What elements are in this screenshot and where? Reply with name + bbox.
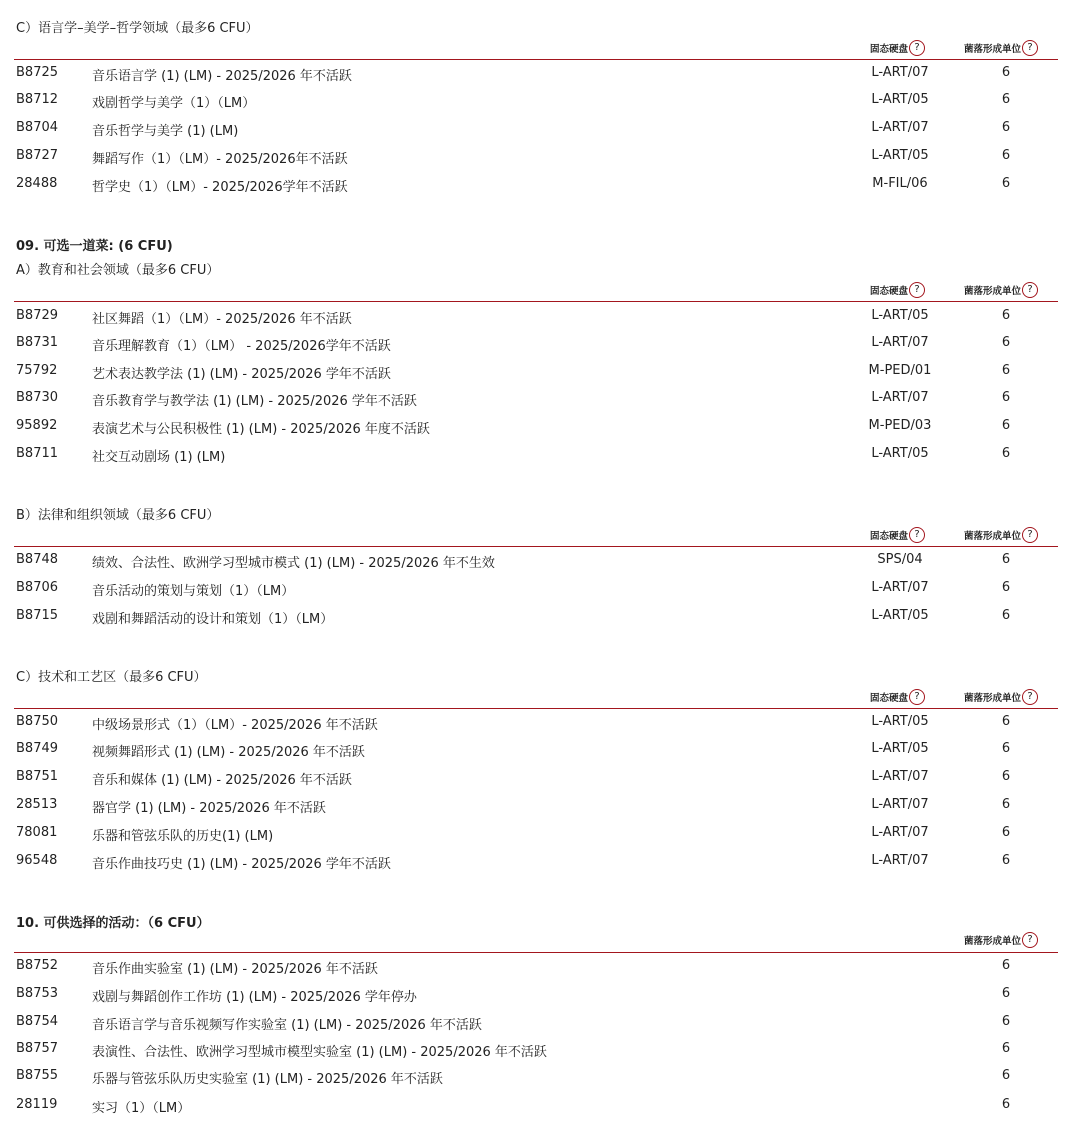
course-row[interactable] <box>0 363 1080 385</box>
course-name: 音乐理解教育（1）（LM） - 2025/2026学年不活跃 <box>92 339 391 354</box>
course-row[interactable] <box>0 335 1080 357</box>
course-code: B8712 <box>16 92 59 107</box>
course-ssd: L-ART/05 <box>871 741 929 756</box>
course-code: B8704 <box>16 120 59 135</box>
course-code: B8748 <box>16 552 59 567</box>
course-ssd: L-ART/07 <box>871 390 929 405</box>
course-row[interactable] <box>0 1097 1080 1119</box>
course-code: 95892 <box>16 418 58 433</box>
help-icon[interactable]: ? <box>909 527 925 543</box>
course-name: 乐器与管弦乐队历史实验室 (1) (LM) - 2025/2026 年不活跃 <box>92 1072 443 1087</box>
cfu-header-label: 菌落形成单位 <box>964 44 1022 55</box>
course-cfu: 6 <box>1001 1041 1011 1056</box>
course-ssd: L-ART/07 <box>871 120 929 135</box>
course-row[interactable] <box>0 797 1080 819</box>
course-cfu: 6 <box>1001 853 1011 868</box>
course-name: 音乐和媒体 (1) (LM) - 2025/2026 年不活跃 <box>92 773 352 788</box>
course-cfu: 6 <box>1001 1014 1011 1029</box>
section-title: C）语言学–美学–哲学领域（最多6 CFU） <box>16 21 259 36</box>
course-code: B8706 <box>16 580 59 595</box>
course-code: B8752 <box>16 958 59 973</box>
course-ssd: L-ART/05 <box>871 446 929 461</box>
ssd-header-label: 固态硬盘 <box>870 286 909 297</box>
cfu-header-label: 菌落形成单位 <box>964 693 1022 704</box>
section-title: A）教育和社会领域（最多6 CFU） <box>16 263 220 278</box>
course-cfu: 6 <box>1001 446 1011 461</box>
course-ssd: L-ART/05 <box>871 148 929 163</box>
cfu-column-header <box>964 527 1038 543</box>
course-ssd: L-ART/07 <box>871 65 929 80</box>
course-row[interactable] <box>0 446 1080 468</box>
course-ssd: L-ART/07 <box>871 580 929 595</box>
help-icon[interactable]: ? <box>1022 527 1038 543</box>
course-code: B8754 <box>16 1014 59 1029</box>
course-code: B8749 <box>16 741 59 756</box>
course-name: 表演性、合法性、欧洲学习型城市模型实验室 (1) (LM) - 2025/2026 年不活跃 <box>92 1045 547 1060</box>
group-title-10: 10. 可供选择的活动：（6 CFU） <box>16 916 210 931</box>
course-code: B8755 <box>16 1068 59 1083</box>
section-title: C）技术和工艺区（最多6 CFU） <box>16 670 207 685</box>
course-name: 音乐语言学 (1) (LM) - 2025/2026 年不活跃 <box>92 69 352 84</box>
course-ssd: M-PED/01 <box>868 363 932 378</box>
course-cfu: 6 <box>1001 176 1011 191</box>
course-cfu: 6 <box>1001 552 1011 567</box>
ssd-header-label: 固态硬盘 <box>870 693 909 704</box>
course-name: 舞蹈写作（1）（LM）- 2025/2026年不活跃 <box>92 152 348 167</box>
section-divider <box>14 301 1058 302</box>
course-row[interactable] <box>0 714 1080 736</box>
course-cfu: 6 <box>1001 363 1011 378</box>
course-row[interactable] <box>0 958 1080 980</box>
course-row[interactable] <box>0 1041 1080 1063</box>
course-ssd: L-ART/07 <box>871 769 929 784</box>
course-ssd: L-ART/05 <box>871 714 929 729</box>
help-icon[interactable]: ? <box>1022 282 1038 298</box>
course-row[interactable] <box>0 741 1080 763</box>
course-name: 社交互动剧场 (1) (LM) <box>92 450 226 465</box>
course-row[interactable] <box>0 853 1080 875</box>
help-icon[interactable]: ? <box>909 282 925 298</box>
course-name: 器官学 (1) (LM) - 2025/2026 年不活跃 <box>92 801 326 816</box>
course-cfu: 6 <box>1001 608 1011 623</box>
course-code: B8725 <box>16 65 59 80</box>
course-code: B8730 <box>16 390 59 405</box>
section-divider <box>14 59 1058 60</box>
course-name: 音乐哲学与美学 (1) (LM) <box>92 124 239 139</box>
course-cfu: 6 <box>1001 741 1011 756</box>
course-code: 28513 <box>16 797 58 812</box>
course-row[interactable] <box>0 418 1080 440</box>
group-title-09: 09. 可选一道菜: (6 CFU) <box>16 239 173 254</box>
course-name: 社区舞蹈（1）（LM）- 2025/2026 年不活跃 <box>92 312 352 327</box>
course-ssd: L-ART/07 <box>871 797 929 812</box>
help-icon[interactable]: ? <box>1022 40 1038 56</box>
course-code: B8711 <box>16 446 59 461</box>
course-name: 实习（1）（LM） <box>92 1101 191 1116</box>
course-name: 音乐教育学与教学法 (1) (LM) - 2025/2026 学年不活跃 <box>92 394 417 409</box>
course-cfu: 6 <box>1001 148 1011 163</box>
course-cfu: 6 <box>1001 390 1011 405</box>
course-cfu: 6 <box>1001 769 1011 784</box>
course-name: 乐器和管弦乐队的历史(1) (LM) <box>92 829 274 844</box>
help-icon[interactable]: ? <box>1022 932 1038 948</box>
course-cfu: 6 <box>1001 92 1011 107</box>
course-code: B8715 <box>16 608 59 623</box>
course-name: 戏剧哲学与美学（1）（LM） <box>92 96 256 111</box>
course-ssd: M-PED/03 <box>868 418 932 433</box>
course-name: 视频舞蹈形式 (1) (LM) - 2025/2026 年不活跃 <box>92 745 365 760</box>
course-cfu: 6 <box>1001 1097 1011 1112</box>
ssd-column-header <box>870 40 925 56</box>
cfu-column-header <box>964 689 1038 705</box>
course-code: 28119 <box>16 1097 58 1112</box>
course-row[interactable] <box>0 552 1080 574</box>
help-icon[interactable]: ? <box>909 689 925 705</box>
course-row[interactable] <box>0 1068 1080 1090</box>
course-cfu: 6 <box>1001 986 1011 1001</box>
course-name: 艺术表达教学法 (1) (LM) - 2025/2026 学年不活跃 <box>92 367 391 382</box>
course-row[interactable] <box>0 390 1080 412</box>
course-code: 75792 <box>16 363 58 378</box>
course-row[interactable] <box>0 120 1080 142</box>
course-ssd: L-ART/05 <box>871 608 929 623</box>
course-code: B8753 <box>16 986 59 1001</box>
course-row[interactable] <box>0 65 1080 87</box>
course-ssd: L-ART/07 <box>871 825 929 840</box>
course-code: B8727 <box>16 148 59 163</box>
ssd-column-header <box>870 527 925 543</box>
course-name: 中级场景形式（1）（LM）- 2025/2026 年不活跃 <box>92 718 378 733</box>
course-ssd: L-ART/05 <box>871 92 929 107</box>
course-row[interactable] <box>0 308 1080 330</box>
course-row[interactable] <box>0 1014 1080 1036</box>
course-cfu: 6 <box>1001 580 1011 595</box>
course-code: B8751 <box>16 769 59 784</box>
course-row[interactable] <box>0 580 1080 602</box>
cfu-column-header <box>964 282 1038 298</box>
course-ssd: L-ART/07 <box>871 853 929 868</box>
course-name: 戏剧和舞蹈活动的设计和策划（1）（LM） <box>92 612 334 627</box>
course-name: 音乐作曲技巧史 (1) (LM) - 2025/2026 学年不活跃 <box>92 857 391 872</box>
course-name: 绩效、合法性、欧洲学习型城市模式 (1) (LM) - 2025/2026 年不生效 <box>92 556 495 571</box>
course-cfu: 6 <box>1001 714 1011 729</box>
ssd-header-label: 固态硬盘 <box>870 44 909 55</box>
cfu-column-header <box>964 932 1038 948</box>
course-cfu: 6 <box>1001 418 1011 433</box>
course-cfu: 6 <box>1001 335 1011 350</box>
course-name: 音乐活动的策划与策划（1）（LM） <box>92 584 295 599</box>
cfu-column-header <box>964 40 1038 56</box>
course-name: 音乐作曲实验室 (1) (LM) - 2025/2026 年不活跃 <box>92 962 378 977</box>
section-divider <box>14 952 1058 953</box>
course-name: 表演艺术与公民积极性 (1) (LM) - 2025/2026 年度不活跃 <box>92 422 430 437</box>
course-ssd: L-ART/07 <box>871 335 929 350</box>
course-code: B8729 <box>16 308 59 323</box>
cfu-header-label: 菌落形成单位 <box>964 936 1022 947</box>
course-row[interactable] <box>0 148 1080 170</box>
cfu-header-label: 菌落形成单位 <box>964 531 1022 542</box>
course-cfu: 6 <box>1001 308 1011 323</box>
course-code: 78081 <box>16 825 58 840</box>
course-row[interactable] <box>0 769 1080 791</box>
help-icon[interactable]: ? <box>909 40 925 56</box>
section-divider <box>14 708 1058 709</box>
course-cfu: 6 <box>1001 825 1011 840</box>
course-cfu: 6 <box>1001 65 1011 80</box>
course-cfu: 6 <box>1001 120 1011 135</box>
ssd-header-label: 固态硬盘 <box>870 531 909 542</box>
course-code: B8731 <box>16 335 59 350</box>
ssd-column-header <box>870 282 925 298</box>
course-row[interactable] <box>0 825 1080 847</box>
course-cfu: 6 <box>1001 1068 1011 1083</box>
course-ssd: SPS/04 <box>877 552 923 567</box>
section-title: B）法律和组织领域（最多6 CFU） <box>16 508 220 523</box>
course-name: 哲学史（1）（LM）- 2025/2026学年不活跃 <box>92 180 348 195</box>
course-cfu: 6 <box>1001 958 1011 973</box>
cfu-header-label: 菌落形成单位 <box>964 286 1022 297</box>
course-code: 96548 <box>16 853 58 868</box>
course-name: 音乐语言学与音乐视频写作实验室 (1) (LM) - 2025/2026 年不活跃 <box>92 1018 482 1033</box>
course-row[interactable] <box>0 176 1080 198</box>
course-code: 28488 <box>16 176 58 191</box>
course-row[interactable] <box>0 608 1080 630</box>
section-divider <box>14 546 1058 547</box>
course-code: B8750 <box>16 714 59 729</box>
course-code: B8757 <box>16 1041 59 1056</box>
course-cfu: 6 <box>1001 797 1011 812</box>
course-ssd: M-FIL/06 <box>872 176 928 191</box>
help-icon[interactable]: ? <box>1022 689 1038 705</box>
ssd-column-header <box>870 689 925 705</box>
course-ssd: L-ART/05 <box>871 308 929 323</box>
course-row[interactable] <box>0 986 1080 1008</box>
course-row[interactable] <box>0 92 1080 114</box>
course-name: 戏剧与舞蹈创作工作坊 (1) (LM) - 2025/2026 学年停办 <box>92 990 417 1005</box>
